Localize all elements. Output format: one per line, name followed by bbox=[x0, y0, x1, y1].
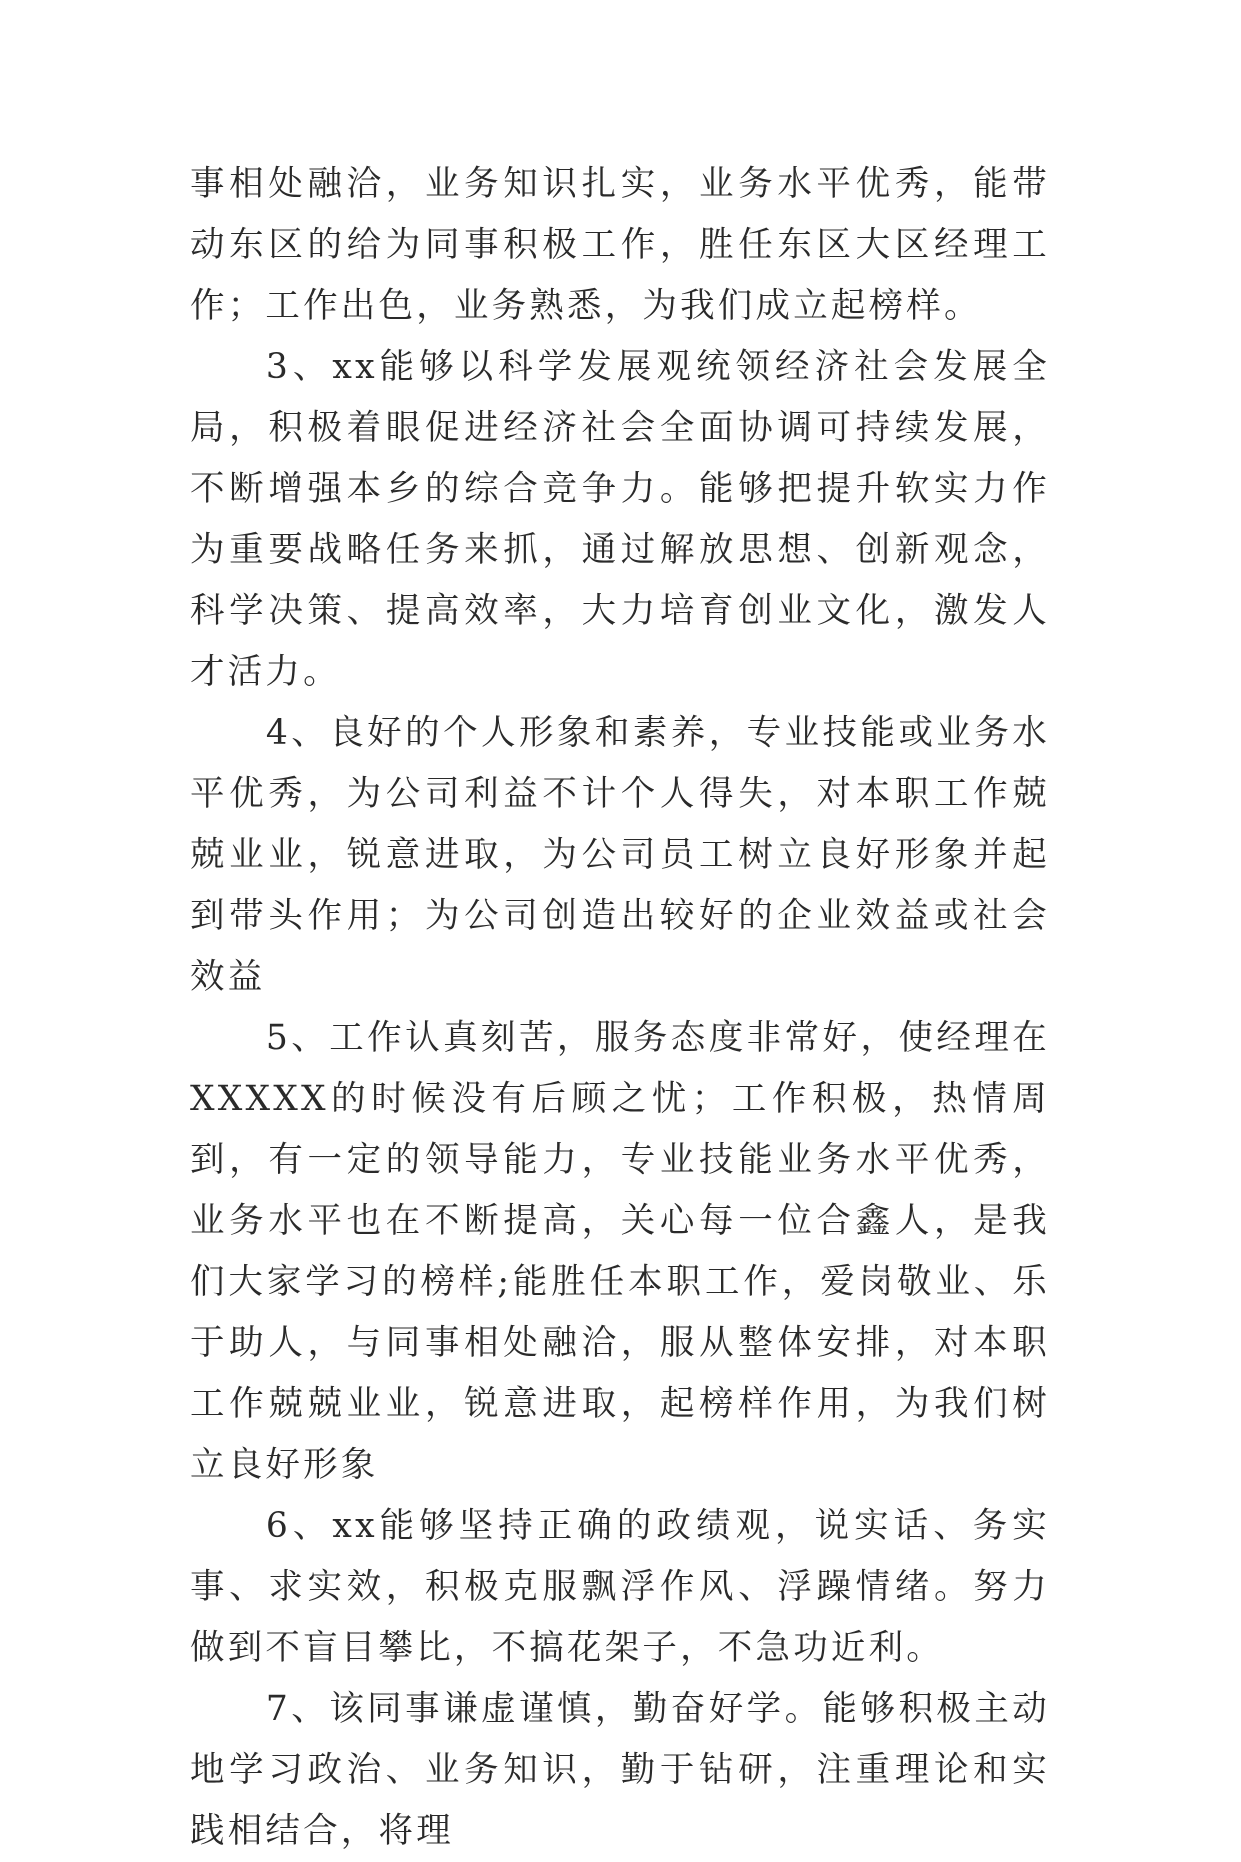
paragraph-item-3: 3、xx能够以科学发展观统领经济社会发展全局，积极着眼促进经济社会全面协调可持续发展，不断增强本乡的综合竞争力。能够把提升软实力作为重要战略任务来抓，通过解放思想、创新观念，科学决策、提高效率，大力培育创业文化，激发人才活力。 bbox=[190, 347, 1050, 692]
paragraph-item-4: 4、良好的个人形象和素养，专业技能或业务水平优秀，为公司利益不计个人得失，对本职工作兢兢业业，锐意进取，为公司员工树立良好形象并起到带头作用；为公司创造出较好的企业效益或社会效益 bbox=[190, 713, 1050, 997]
paragraph-item-6: 6、xx能够坚持正确的政绩观，说实话、务实事、求实效，积极克服飘浮作风、浮躁情绪。努力做到不盲目攀比，不搞花架子，不急功近利。 bbox=[190, 1506, 1050, 1668]
paragraph-continuation: 事相处融洽，业务知识扎实，业务水平优秀，能带动东区的给为同事积极工作，胜任东区大区经理工作；工作出色，业务熟悉，为我们成立起榜样。 bbox=[190, 164, 1050, 326]
document-body bbox=[190, 154, 1050, 1862]
paragraph-item-7: 7、该同事谦虚谨慎，勤奋好学。能够积极主动地学习政治、业务知识，勤于钻研，注重理论和实践相结合，将理 bbox=[190, 1689, 1050, 1851]
paragraph-item-5: 5、工作认真刻苦，服务态度非常好，使经理在XXXXX的时候没有后顾之忧；工作积极，热情周到，有一定的领导能力，专业技能业务水平优秀，业务水平也在不断提高，关心每一位合鑫人，是我们大家学习的榜样;能胜任本职工作，爱岗敬业、乐于助人，与同事相处融洽，服从整体安排，对本职工作兢兢业业，锐意进取，起榜样作用，为我们树立良好形象 bbox=[190, 1018, 1050, 1485]
